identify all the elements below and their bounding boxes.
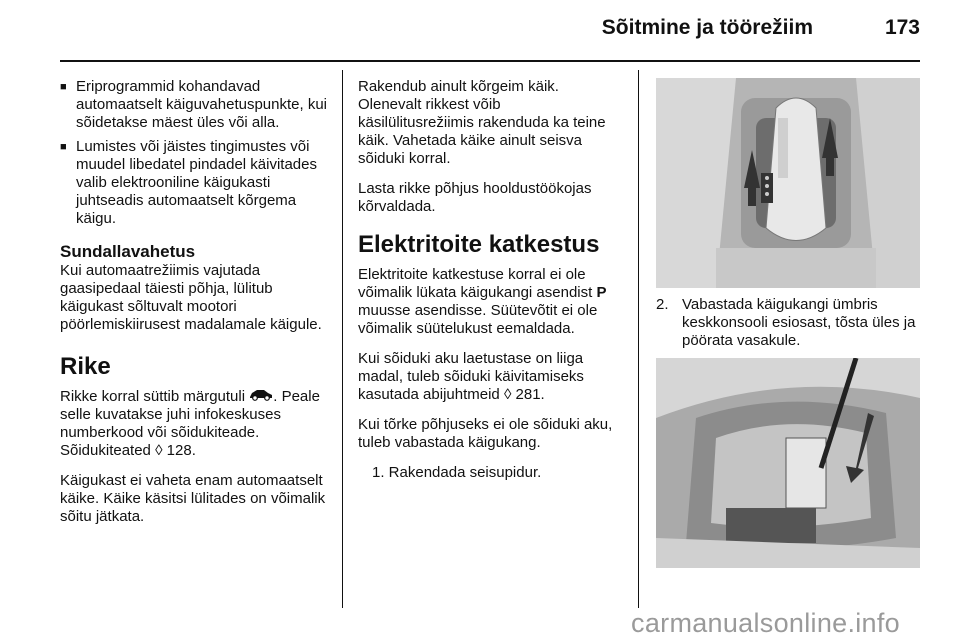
- column-divider-2: [638, 70, 639, 608]
- power-failure-heading: Elektritoite katkestus: [358, 231, 600, 258]
- bullet-item: ■ Lumistes või jäistes tingimustes või muudel libedatel pindadel käivitades valib elektrooniline käigukasti juhtseadis automaatselt kõrgema käigu.: [60, 138, 330, 228]
- watermark: carmanualsonline.info: [631, 608, 900, 638]
- position-p-label: P: [596, 284, 607, 301]
- step-2: [656, 296, 920, 350]
- page-number: 173: [884, 16, 920, 39]
- battery-text: Kui sõiduki aku laetustase on liiga madal, tuleb sõiduki käivitamiseks kasutada abijuhtmeid ◊ 281.: [358, 350, 584, 403]
- column-1: [60, 78, 330, 538]
- ref-arrow-icon: ◊: [503, 386, 512, 403]
- bullet-item: ■ Eriprogrammid kohandavad automaatselt käiguvahetuspunkte, kui sõidetakse mäest üles või alla.: [60, 78, 330, 132]
- step-1: 1. Rakendada seisupidur.: [372, 464, 542, 481]
- workshop-text: Lasta rikke põhjus hooldustöökojas kõrvaldada.: [358, 180, 592, 215]
- fault-paragraph-2: Käigukast ei vaheta enam automaatselt käike. Käike käsitsi lülitades on võimalik sõitu jätkata.: [60, 472, 326, 526]
- kickdown-text: Kui automaatrežiimis vajutada gaasipedaal täiesti põhja, lülitub käigukast sõltuvalt mootori pöörlemiskiirusest madalamale käigule.: [60, 262, 322, 333]
- fault-page-ref[interactable]: 128.: [166, 442, 196, 460]
- cause-text: Kui tõrke põhjuseks ei ole sõiduki aku, tuleb vabastada käigukang.: [358, 416, 613, 451]
- fault-text-1: Rikke korral süttib märgutuli: [60, 388, 246, 405]
- fault-paragraph: [60, 388, 330, 460]
- column-divider-1: [342, 70, 343, 608]
- fault-continued-text: Rakendub ainult kõrgeim käik. Olenevalt rikkest võib käsilülitusrežiimis rakenduda ka teine käik. Vahetada käike ainult seisva sõiduki korral.: [358, 78, 606, 167]
- header-rule: [60, 60, 920, 62]
- kickdown-heading: Sundallavahetus: [60, 242, 196, 261]
- car-warning-icon: [249, 388, 273, 406]
- power-failure-text: Elektritoite katkestuse korral ei ole võimalik lükata käigukangi asendist P muusse asendisse. Süütevõtit ei ole võimalik süütelukust eemaldada.: [358, 266, 607, 337]
- step-2-text: Vabastada käigukangi ümbris keskkonsooli esiosast, tõsta üles ja pöörata vasakule.: [682, 296, 916, 349]
- column-3: [656, 296, 920, 350]
- bullet-list: [60, 78, 330, 228]
- fault-text-2: . Peale selle kuvatakse juhi infokeskuses numberkood või sõidukiteade. Sõidukiteated: [60, 388, 320, 460]
- gear-lever-illustration: [656, 78, 920, 288]
- column-2: [358, 78, 620, 494]
- lever-cover-removal-illustration: [656, 358, 920, 568]
- battery-page-ref[interactable]: 281.: [515, 386, 545, 403]
- step-2-number: 2.: [656, 296, 669, 313]
- ref-arrow-icon: ◊: [155, 442, 163, 460]
- page-title: Sõitmine ja töörežiim: [601, 16, 813, 39]
- fault-heading: Rike: [60, 353, 111, 380]
